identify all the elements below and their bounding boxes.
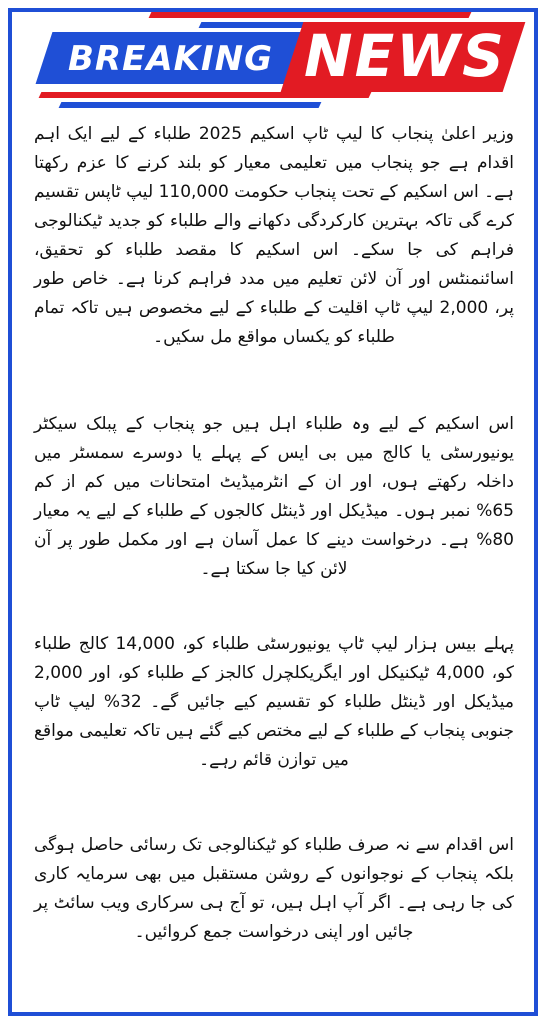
banner-stripe-bottom-red [39, 92, 372, 98]
breaking-label: BREAKING [68, 39, 273, 79]
news-label: NEWS [304, 22, 506, 90]
breaking-news-banner [0, 0, 546, 110]
banner-stripe-bottom-blue [59, 102, 322, 108]
banner-stripe-top-red [149, 12, 472, 18]
article-paragraph: اس اسکیم کے لیے وہ طلباء اہل ہیں جو پنجاب کے پبلک سیکٹر یونیورسٹی یا کالج میں بی ایس کے پہلے یا دوسرے سمسٹر میں داخلہ رکھتے ہوں، اور ان کے انٹرمیڈیٹ امتحانات میں کم از کم 65% نمبر ہوں۔ میڈیکل اور ڈینٹل کالجوں کے طلباء کے لیے یہ معیار 80% ہے۔ درخواست دینے کا عمل آسان ہے اور مکمل طور پر آن لائن کیا جا سکتا ہے۔ [34, 414, 514, 579]
article-paragraph: وزیر اعلیٰ پنجاب کا لیپ ٹاپ اسکیم 2025 طلباء کے لیے ایک اہم اقدام ہے جو پنجاب میں تعلیمی معیار کو بلند کرنے کا عزم رکھتا ہے۔ اس اسکیم کے تحت پنجاب حکومت 110,000 لیپ ٹاپس تقسیم کرے گی تاکہ بہترین کارکردگی دکھانے والے طلباء کو جدید ٹیکنالوجی فراہم کی جا سکے۔ اس اسکیم کا مقصد طلباء کو تحقیق، اسائنمنٹس اور آن لائن تعلیم میں مدد فراہم کرنا ہے۔ خاص طور پر، 2,000 لیپ ٹاپ اقلیت کے طلباء کے لیے مخصوص ہیں تاکہ تمام طلباء کو یکساں مواقع مل سکیں۔ [34, 124, 515, 347]
article-paragraph: پہلے بیس ہزار لیپ ٹاپ یونیورسٹی طلباء کو، 14,000 کالج طلباء کو، 4,000 ٹیکنیکل اور ایگریکلچرل کالجز کے طلباء کو، اور 2,000 میڈیکل اور ڈینٹل طلباء کو تقسیم کیے جائیں گے۔ 32% لیپ ٹاپ جنوبی پنجاب کے طلباء کے لیے مختص کیے گئے ہیں تاکہ تعلیمی مواقع میں توازن قائم رہے۔ [34, 634, 514, 770]
article-body [34, 120, 514, 1000]
article-paragraph: اس اقدام سے نہ صرف طلباء کو ٹیکنالوجی تک رسائی حاصل ہوگی بلکہ پنجاب کے نوجوانوں کے روشن مستقبل میں بھی سرمایہ کاری کی جا رہی ہے۔ اگر آپ اہل ہیں، تو آج ہی سرکاری ویب سائٹ پر جائیں اور اپنی درخواست جمع کروائیں۔ [34, 835, 514, 942]
